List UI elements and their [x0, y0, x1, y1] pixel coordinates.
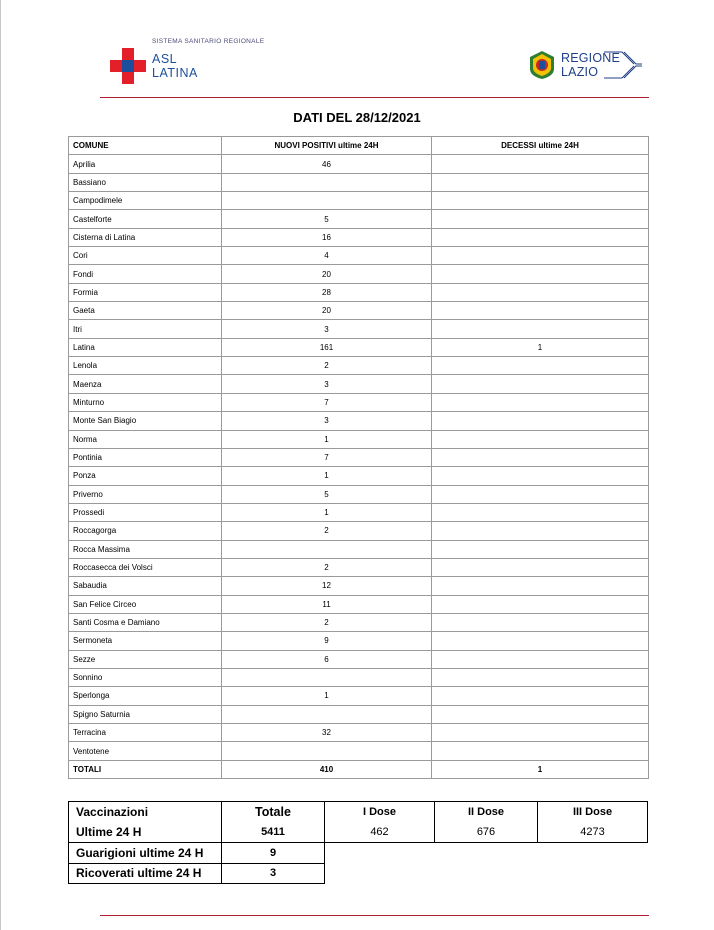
decessi-cell: [432, 210, 649, 228]
nuovi-positivi-cell: 3: [222, 375, 432, 393]
nuovi-positivi-cell: 16: [222, 228, 432, 246]
comune-cell: Lenola: [69, 357, 222, 375]
comune-cell: Ponza: [69, 467, 222, 485]
comune-cell: Campodimele: [69, 192, 222, 210]
nuovi-positivi-cell: 28: [222, 283, 432, 301]
nuovi-positivi-cell: [222, 173, 432, 191]
decessi-cell: [432, 485, 649, 503]
table-row: [69, 357, 649, 375]
table-row: [69, 558, 649, 576]
comune-cell: Rocca Massima: [69, 540, 222, 558]
page-title: DATI DEL 28/12/2021: [293, 110, 421, 125]
nuovi-positivi-cell: [222, 668, 432, 686]
table-row: [69, 595, 649, 613]
header-divider: [100, 97, 649, 98]
comune-cell: Formia: [69, 283, 222, 301]
decessi-cell: [432, 650, 649, 668]
decessi-cell: [432, 613, 649, 631]
nuovi-positivi-cell: 2: [222, 357, 432, 375]
nuovi-positivi-cell: 161: [222, 338, 432, 356]
asl-name: [152, 52, 212, 80]
decessi-cell: [432, 503, 649, 521]
lazio-stripes-icon: [604, 50, 642, 80]
decessi-cell: [432, 448, 649, 466]
comune-cell: Priverno: [69, 485, 222, 503]
decessi-cell: [432, 357, 649, 375]
comune-cell: Cori: [69, 247, 222, 265]
nuovi-positivi-cell: 1: [222, 687, 432, 705]
table-row: [69, 412, 649, 430]
decessi-cell: [432, 412, 649, 430]
asl-name-line1: ASL: [152, 52, 178, 66]
table-row: [69, 467, 649, 485]
vaccinations-header-row: [69, 802, 648, 823]
vaccinations-sublabel: Ultime 24 H: [69, 822, 222, 843]
header-comune: COMUNE: [69, 137, 222, 155]
decessi-cell: [432, 705, 649, 723]
table-row: [69, 192, 649, 210]
table-row: [69, 320, 649, 338]
nuovi-positivi-cell: 3: [222, 320, 432, 338]
dose3-value: 4273: [538, 822, 648, 843]
table-row: [69, 485, 649, 503]
nuovi-positivi-cell: 11: [222, 595, 432, 613]
comune-cell: Pontinia: [69, 448, 222, 466]
comune-cell: Bassiano: [69, 173, 222, 191]
nuovi-positivi-cell: 1: [222, 430, 432, 448]
ricoverati-row: [69, 863, 648, 884]
decessi-cell: [432, 320, 649, 338]
nuovi-positivi-cell: 12: [222, 577, 432, 595]
nuovi-positivi-cell: 3: [222, 412, 432, 430]
comune-cell: Cisterna di Latina: [69, 228, 222, 246]
comune-cell: San Felice Circeo: [69, 595, 222, 613]
table-header-row: [69, 137, 649, 155]
comune-cell: Monte San Biagio: [69, 412, 222, 430]
table-row: [69, 265, 649, 283]
table-row: [69, 705, 649, 723]
asl-name-line2: LATINA: [152, 66, 198, 80]
table-row: [69, 742, 649, 760]
decessi-cell: [432, 155, 649, 173]
comune-cell: Minturno: [69, 393, 222, 411]
footer-divider: [100, 915, 649, 916]
comune-cell: Maenza: [69, 375, 222, 393]
nuovi-positivi-cell: 20: [222, 265, 432, 283]
table-body: [69, 155, 649, 779]
comune-cell: Castelforte: [69, 210, 222, 228]
decessi-cell: [432, 375, 649, 393]
table-row: [69, 687, 649, 705]
col-totale: Totale: [222, 802, 325, 823]
totale-value: 5411: [222, 822, 325, 843]
comune-cell: Norma: [69, 430, 222, 448]
comune-cell: Sezze: [69, 650, 222, 668]
table-row: [69, 173, 649, 191]
comune-cell: Santi Cosma e Damiano: [69, 613, 222, 631]
guarigioni-value: 9: [222, 843, 325, 864]
table-row: [69, 650, 649, 668]
comune-cell: Sermoneta: [69, 632, 222, 650]
comune-cell: Fondi: [69, 265, 222, 283]
nuovi-positivi-cell: 5: [222, 485, 432, 503]
decessi-cell: [432, 558, 649, 576]
page-edge: [0, 0, 1, 930]
comune-cell: Terracina: [69, 724, 222, 742]
table-row: [69, 393, 649, 411]
nuovi-positivi-cell: [222, 742, 432, 760]
totals-label: TOTALI: [69, 760, 222, 778]
nuovi-positivi-cell: 20: [222, 302, 432, 320]
comune-cell: Prossedi: [69, 503, 222, 521]
vaccinations-label: Vaccinazioni: [69, 802, 222, 823]
table-row: [69, 522, 649, 540]
table-row: [69, 668, 649, 686]
table-row: [69, 577, 649, 595]
decessi-cell: [432, 247, 649, 265]
table-row: [69, 338, 649, 356]
decessi-cell: [432, 265, 649, 283]
decessi-cell: [432, 540, 649, 558]
totals-row: [69, 760, 649, 778]
dose1-value: 462: [325, 822, 435, 843]
nuovi-positivi-cell: 46: [222, 155, 432, 173]
comune-cell: Sperlonga: [69, 687, 222, 705]
decessi-cell: [432, 522, 649, 540]
table-row: [69, 540, 649, 558]
table-row: [69, 632, 649, 650]
decessi-cell: [432, 228, 649, 246]
ricoverati-value: 3: [222, 863, 325, 884]
nuovi-positivi-cell: 1: [222, 467, 432, 485]
decessi-cell: [432, 283, 649, 301]
table-row: [69, 430, 649, 448]
asl-latina-logo: [110, 36, 270, 86]
col-dose1: I Dose: [325, 802, 435, 823]
decessi-cell: [432, 668, 649, 686]
medical-cross-icon: [110, 48, 146, 84]
totals-nuovi-positivi: 410: [222, 760, 432, 778]
table-row: [69, 503, 649, 521]
decessi-cell: [432, 302, 649, 320]
comune-cell: Roccagorga: [69, 522, 222, 540]
comune-cell: Roccasecca dei Volsci: [69, 558, 222, 576]
nuovi-positivi-cell: 2: [222, 522, 432, 540]
comune-cell: Ventotene: [69, 742, 222, 760]
table-row: [69, 247, 649, 265]
decessi-cell: [432, 192, 649, 210]
decessi-cell: [432, 393, 649, 411]
nuovi-positivi-cell: 4: [222, 247, 432, 265]
decessi-cell: [432, 687, 649, 705]
comune-cell: Latina: [69, 338, 222, 356]
decessi-cell: [432, 173, 649, 191]
comune-cell: Itri: [69, 320, 222, 338]
comune-cell: Sonnino: [69, 668, 222, 686]
table-row: [69, 448, 649, 466]
guarigioni-row: [69, 843, 648, 864]
regione-lazio-logo: [528, 48, 642, 82]
col-dose3: III Dose: [538, 802, 648, 823]
decessi-cell: [432, 632, 649, 650]
decessi-cell: [432, 430, 649, 448]
header-decessi: DECESSI ultime 24H: [432, 137, 649, 155]
decessi-cell: 1: [432, 338, 649, 356]
table-row: [69, 283, 649, 301]
lazio-emblem-icon: [528, 50, 556, 80]
asl-system-label: SISTEMA SANITARIO REGIONALE: [152, 38, 265, 45]
comune-cell: Aprilia: [69, 155, 222, 173]
comuni-table: [68, 136, 649, 779]
header-nuovi-positivi: NUOVI POSITIVI ultime 24H: [222, 137, 432, 155]
comune-cell: Spigno Saturnia: [69, 705, 222, 723]
lazio-name-line1: REGIONE: [561, 51, 621, 65]
decessi-cell: [432, 724, 649, 742]
decessi-cell: [432, 595, 649, 613]
comune-cell: Sabaudia: [69, 577, 222, 595]
decessi-cell: [432, 577, 649, 595]
nuovi-positivi-cell: 7: [222, 393, 432, 411]
table-row: [69, 724, 649, 742]
nuovi-positivi-cell: 2: [222, 613, 432, 631]
table-row: [69, 302, 649, 320]
nuovi-positivi-cell: 6: [222, 650, 432, 668]
decessi-cell: [432, 467, 649, 485]
table-row: [69, 375, 649, 393]
table-row: [69, 613, 649, 631]
nuovi-positivi-cell: 1: [222, 503, 432, 521]
table-row: [69, 155, 649, 173]
nuovi-positivi-cell: 2: [222, 558, 432, 576]
totals-decessi: 1: [432, 760, 649, 778]
nuovi-positivi-cell: [222, 540, 432, 558]
table-row: [69, 228, 649, 246]
ricoverati-label: Ricoverati ultime 24 H: [69, 863, 222, 884]
nuovi-positivi-cell: 5: [222, 210, 432, 228]
decessi-cell: [432, 742, 649, 760]
vaccinations-table: [68, 801, 648, 884]
nuovi-positivi-cell: [222, 192, 432, 210]
dose2-value: 676: [435, 822, 538, 843]
vaccinations-values-row: [69, 822, 648, 843]
nuovi-positivi-cell: 32: [222, 724, 432, 742]
nuovi-positivi-cell: 9: [222, 632, 432, 650]
col-dose2: II Dose: [435, 802, 538, 823]
lazio-name-line2: LAZIO: [561, 65, 599, 79]
nuovi-positivi-cell: [222, 705, 432, 723]
nuovi-positivi-cell: 7: [222, 448, 432, 466]
guarigioni-label: Guarigioni ultime 24 H: [69, 843, 222, 864]
comune-cell: Gaeta: [69, 302, 222, 320]
table-row: [69, 210, 649, 228]
